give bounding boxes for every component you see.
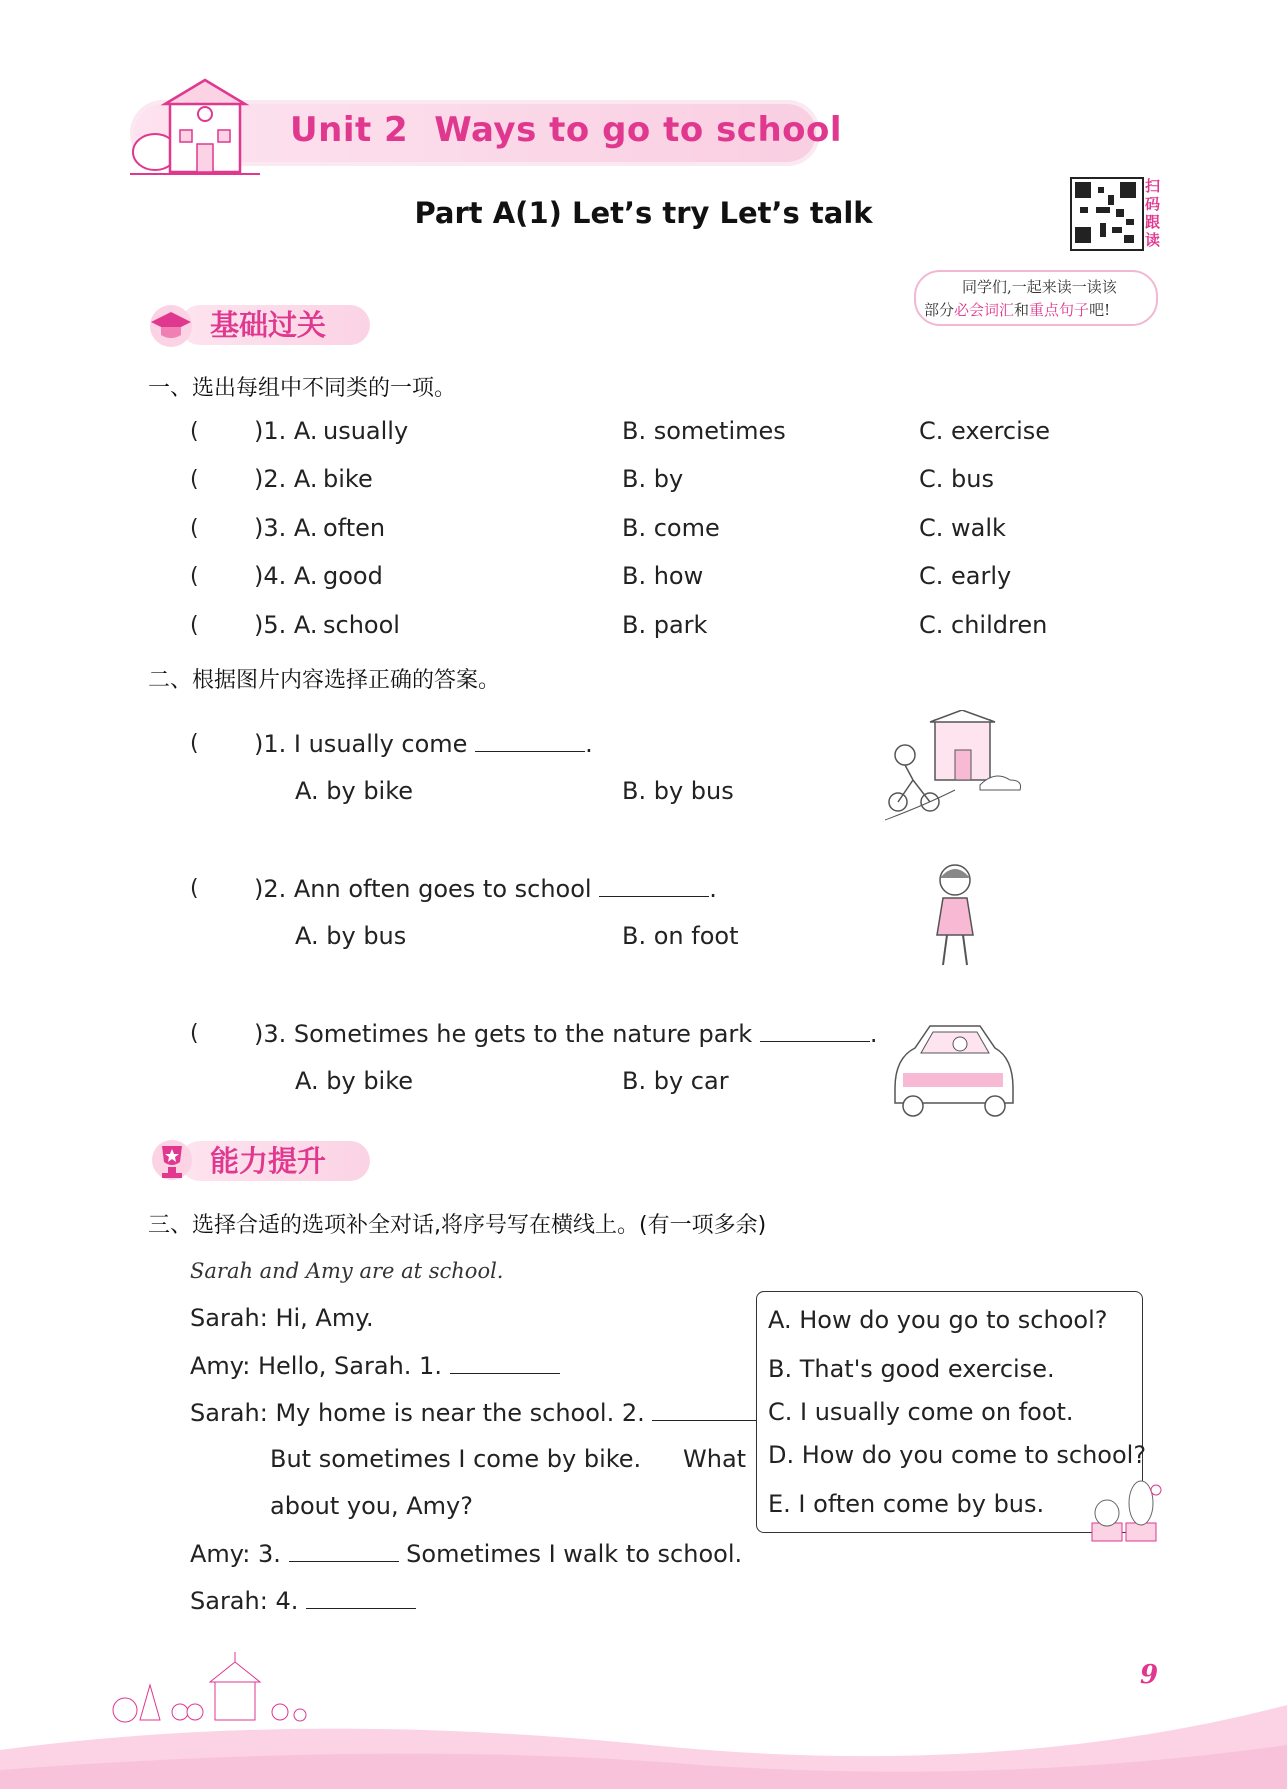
part2-item-3-b: B. by car	[622, 1067, 729, 1095]
footer-town-icon	[105, 1650, 325, 1730]
part2-item-3-question: )3. Sometimes he gets to the nature park .	[254, 1020, 878, 1048]
dialogue-line-2: Amy: Hello, Sarah. 1.	[190, 1351, 560, 1380]
dialogue-scene: Sarah and Amy are at school.	[190, 1259, 504, 1283]
trophy-icon	[148, 1136, 196, 1186]
part2-item-3-a: A. by bike	[295, 1067, 414, 1095]
section-basic-title: 基础过关	[210, 308, 327, 342]
part3-heading: 三、选择合适的选项补全对话,将序号写在横线上。(有一项多余)	[148, 1213, 767, 1238]
option-c: C. I usually come on foot.	[768, 1398, 1074, 1426]
school-building-icon	[125, 72, 265, 182]
dialogue-line-5: about you, Amy?	[270, 1492, 473, 1520]
part2-item-2-a: A. by bus	[295, 922, 407, 950]
option-d: D. How do you come to school?	[768, 1441, 1147, 1469]
dialogue-line-6: Amy: 3. Sometimes I walk to school.	[190, 1540, 743, 1568]
dialogue-line-4a: But sometimes I come by bike.	[270, 1445, 642, 1473]
part1-item-4-a: good	[323, 562, 383, 590]
reading-tip-line2: 部分必会词汇和重点句子吧!	[924, 301, 1111, 319]
part2-item-1-a: A. by bike	[295, 777, 414, 805]
part1-item-1-num: )1. A.	[254, 417, 318, 445]
part1-item-3-b: B. come	[622, 514, 720, 542]
part1-item-4-c: C. early	[919, 562, 1012, 590]
unit-number: Unit 2	[290, 110, 409, 150]
section-advanced-title: 能力提升	[210, 1144, 327, 1178]
part1-item-1-a: usually	[323, 417, 409, 445]
unit-name: Ways to go to school	[434, 110, 843, 150]
part2-heading: 二、根据图片内容选择正确的答案。	[148, 668, 501, 693]
part1-item-5-a: school	[323, 611, 400, 639]
part1-item-4-num: )4. A.	[254, 562, 318, 590]
option-e: E. I often come by bus.	[768, 1490, 1045, 1518]
page-number: 9	[1140, 1660, 1159, 1690]
part1-item-3-num: )3. A.	[254, 514, 318, 542]
dialogue-line-1: Sarah: Hi, Amy.	[190, 1304, 374, 1332]
part1-heading: 一、选出每组中不同类的一项。	[148, 376, 457, 401]
part1-item-2-a: bike	[323, 465, 373, 493]
dialogue-line-4b: What	[683, 1445, 747, 1473]
dialogue-line-7: Sarah: 4.	[190, 1586, 416, 1615]
reading-tip-line1: 同学们,一起来读一读该	[962, 278, 1117, 296]
part1-item-4-b: B. how	[622, 562, 704, 590]
part1-item-3-a: often	[323, 514, 386, 542]
option-a: A. How do you go to school?	[768, 1306, 1108, 1334]
part2-item-2-b: B. on foot	[622, 922, 739, 950]
part1-item-1-b: B. sometimes	[622, 417, 786, 445]
unit-title	[290, 110, 842, 150]
part1-item-5-b: B. park	[622, 611, 708, 639]
graduation-cap-icon	[145, 300, 197, 348]
part-title: Part A(1) Let’s try Let’s talk	[414, 196, 873, 230]
part1-item-5-num: )5. A.	[254, 611, 318, 639]
option-b: B. That's good exercise.	[768, 1355, 1055, 1383]
part1-item-3-c: C. walk	[919, 514, 1006, 542]
part2-item-2-question: )2. Ann often goes to school .	[254, 875, 717, 903]
qr-code-icon[interactable]	[1070, 177, 1144, 251]
part1-item-1-c: C. exercise	[919, 417, 1051, 445]
part2-item-1-question: )1. I usually come .	[254, 730, 593, 758]
part2-item-1-b: B. by bus	[622, 777, 734, 805]
cactus-decoration-icon	[1088, 1478, 1163, 1544]
part1-item-2-num: )2. A.	[254, 465, 318, 493]
part1-item-2-b: B. by	[622, 465, 684, 493]
part1-item-5-c: C. children	[919, 611, 1048, 639]
car-illustration-icon	[885, 1018, 1020, 1123]
girl-walking-illustration-icon	[925, 860, 985, 975]
qr-label: 扫 码 跟 读	[1145, 177, 1161, 249]
part1-item-2-c: C. bus	[919, 465, 994, 493]
dialogue-line-3: Sarah: My home is near the school. 2.	[190, 1398, 762, 1427]
school-bike-illustration-icon	[885, 710, 1025, 825]
